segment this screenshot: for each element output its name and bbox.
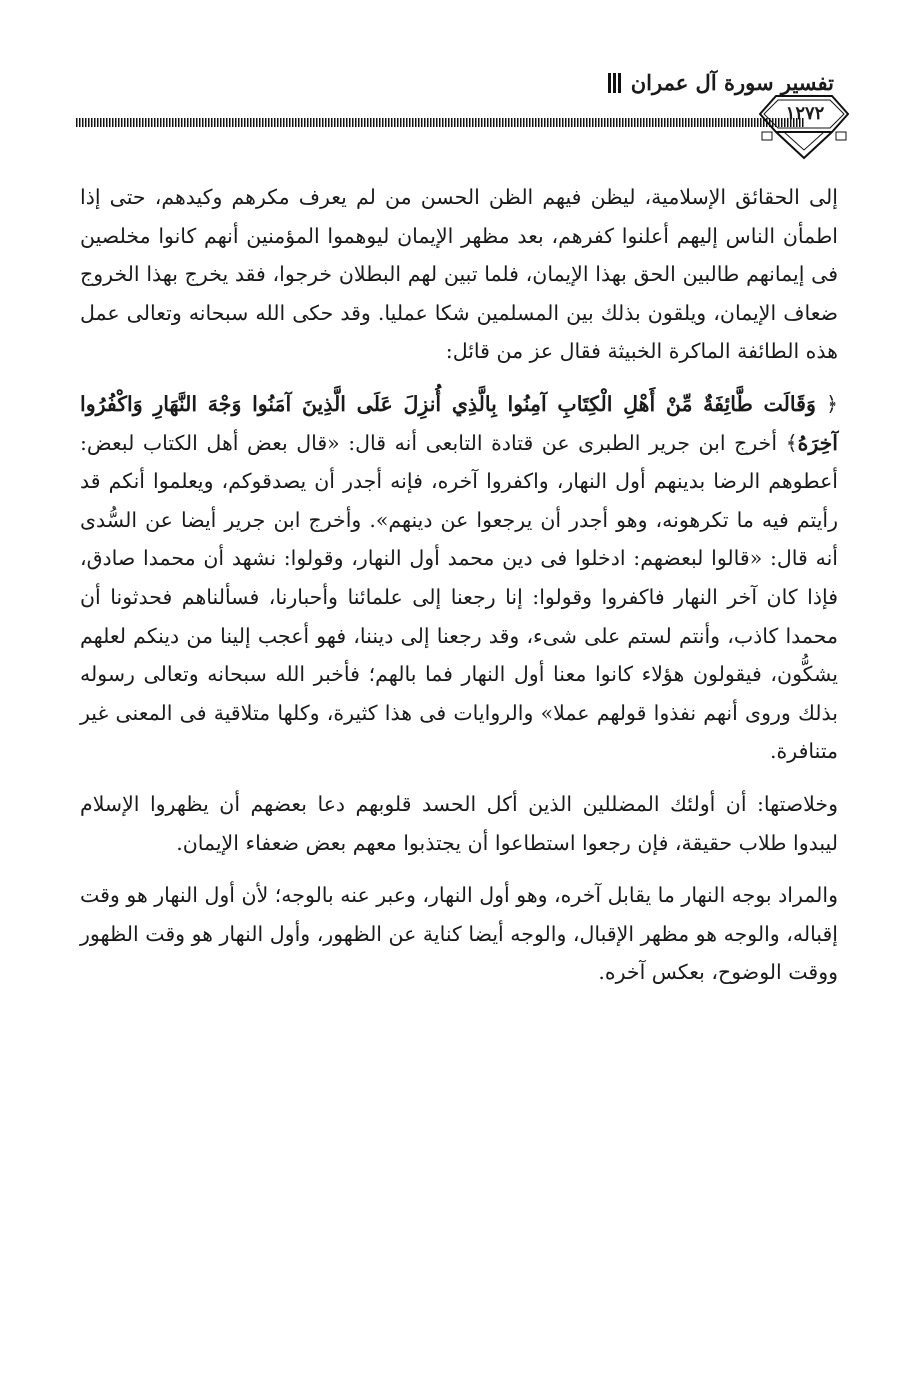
page-number: ١٢٧٢ [785, 103, 825, 124]
quran-verse: وَقَالَت طَّائِفَةٌ مِّنْ أَهْلِ الْكِتَابِ آمِنُوا بِالَّذِي أُنزِلَ عَلَى الَّذِينَ آمَنُوا وَجْهَ النَّهَارِ وَاكْفُرُوا آخِرَهُ [80, 391, 838, 455]
verse-close-bracket: ﴾ [785, 430, 798, 455]
paragraph-2 [80, 385, 838, 771]
paragraph-2-text: أخرج ابن جرير الطبرى عن قتادة التابعى أنه قال: «قال بعض أهل الكتاب لبعض: أعطوهم الرضا بدينهم أول النهار، واكفروا آخره، فإنه أجدر أن يصدقوكم، ويعلموا أنكم قد رأيتم فيه ما تكرهونه، وهو أجدر أن يرجعوا عن دينهم». وأخرج ابن جرير أيضا عن السُّدى أنه قال: «قالوا لبعضهم: ادخلوا فى دين محمد أول النهار، وقولوا: نشهد أن محمدا صادق، فإذا كان آخر النهار فاكفروا وقولوا: إنا رجعنا إلى علمائنا وأحبارنا، فسألناهم فحدثونا أن محمدا كاذب، وأنتم لستم على شىء، وقد رجعنا إلى ديننا، فهو أعجب إلينا من دينكم لعلهم يشكُّون، فيقولون هؤلاء كانوا معنا أول النهار فما بالهم؛ فأخبر الله سبحانه وتعالى رسوله بذلك وروى أنهم نفذوا قولهم عملا» والروايات فى هذا كثيرة، وكلها متلاقية فى المعنى غير متنافرة. [80, 430, 838, 764]
running-title-text: تفسير سورة آل عمران [630, 70, 834, 95]
bar-ornament-icon [608, 73, 621, 93]
page-header [0, 0, 920, 170]
paragraph-3: وخلاصتها: أن أولئك المضللين الذين أكل الحسد قلوبهم دعا بعضهم أن يظهروا الإسلام ليبدوا طلاب حقيقة، فإن رجعوا استطاعوا أن يجتذبوا معهم بعض ضعفاء الإيمان. [80, 791, 838, 855]
paragraph-1: إلى الحقائق الإسلامية، ليظن فيهم الظن الحسن من لم يعرف مكرهم وكيدهم، حتى إذا اطمأن الناس إليهم أعلنوا كفرهم، بعد مظهر الإيمان ليوهموا المؤمنين أنهم كانوا مخلصين فى إيمانهم طالبين الحق بهذا الإيمان، فلما تبين لهم البطلان خرجوا، فقد يخرج بهذا الخروج ضعاف الإيمان، ويلقون بذلك بين المسلمين شكا عمليا. وقد حكى الله سبحانه وتعالى عمل هذه الطائفة الماكرة الخبيثة فقال عز من قائل: [80, 185, 838, 364]
paragraph-4: والمراد بوجه النهار ما يقابل آخره، وهو أول النهار، وعبر عنه بالوجه؛ لأن أول النهار هو وقت إقباله، والوجه هو مظهر الإقبال، والوجه أيضا كناية عن الظهور، وأول النهار هو وقت الظهور ووقت الوضوح، بعكس آخره. [80, 883, 838, 985]
page-content [80, 178, 838, 992]
verse-open-bracket: ﴿ [825, 391, 838, 416]
header-rule [76, 118, 804, 127]
